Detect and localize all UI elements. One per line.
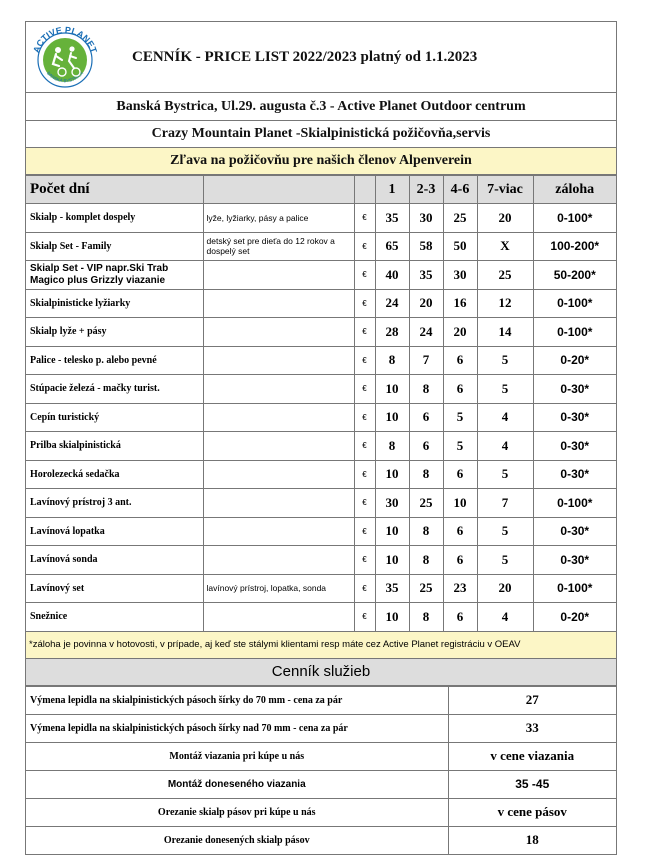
price-day-2-3: 25 [409,489,443,518]
service-label: Orezanie skialp pásov pri kúpe u nás [26,798,448,826]
service-label: Orezanie donesených skialp pásov [26,826,448,854]
item-note [203,375,354,404]
item-note [203,403,354,432]
item-note [203,318,354,347]
deposit-value: 0-30* [533,460,616,489]
price-day-2-3: 8 [409,603,443,632]
price-day-7-plus: X [477,232,533,261]
price-day-1: 10 [375,460,409,489]
item-name: Skialp lyže + pásy [26,318,203,347]
table-row [26,574,616,603]
item-name: Skialpinisticke lyžiarky [26,289,203,318]
deposit-value: 0-30* [533,375,616,404]
item-name: Skialp Set - VIP napr.Ski Trab Magico plus Grizzly viazanie [26,261,203,290]
currency-symbol: € [354,261,375,290]
price-day-1: 35 [375,204,409,233]
table-row [26,204,616,233]
table-row [26,603,616,632]
deposit-value: 0-100* [533,489,616,518]
service-row [26,714,616,742]
shop-name-row: Crazy Mountain Planet -Skialpinistická požičovňa,servis [26,121,616,148]
price-day-4-6: 6 [443,546,477,575]
page-title: CENNÍK - PRICE LIST 2022/2023 platný od 1.1.2023 [132,48,478,65]
service-row [26,686,616,714]
services-title: Cenník služieb [26,659,616,686]
service-price: 33 [448,714,616,742]
logo-text-bottom: BANSKÁ BYSTRICA [45,70,85,84]
price-day-1: 30 [375,489,409,518]
table-row [26,546,616,575]
price-day-2-3: 30 [409,204,443,233]
item-note [203,432,354,461]
price-day-2-3: 25 [409,574,443,603]
service-row [26,742,616,770]
currency-symbol: € [354,375,375,404]
table-row [26,432,616,461]
price-day-7-plus: 4 [477,603,533,632]
price-day-4-6: 5 [443,432,477,461]
service-label: Výmena lepidla na skialpinistických pásoch šírky do 70 mm - cena za pár [26,686,448,714]
price-day-4-6: 25 [443,204,477,233]
item-name: Skialp Set - Family [26,232,203,261]
table-row [26,460,616,489]
service-price: 35 -45 [448,770,616,798]
currency-symbol: € [354,318,375,347]
item-note [203,346,354,375]
price-day-4-6: 6 [443,375,477,404]
price-day-1: 35 [375,574,409,603]
item-note: lavínový prístroj, lopatka, sonda [203,574,354,603]
price-day-4-6: 23 [443,574,477,603]
price-day-4-6: 20 [443,318,477,347]
price-day-7-plus: 5 [477,346,533,375]
item-name: Prilba skialpinistická [26,432,203,461]
item-note [203,603,354,632]
price-day-2-3: 8 [409,460,443,489]
service-row [26,798,616,826]
deposit-value: 0-30* [533,432,616,461]
price-day-2-3: 7 [409,346,443,375]
price-day-1: 8 [375,432,409,461]
service-price: 18 [448,826,616,854]
table-row [26,261,616,290]
service-row [26,770,616,798]
currency-symbol: € [354,403,375,432]
header-day-7-plus: 7-viac [477,176,533,204]
deposit-value: 100-200* [533,232,616,261]
header-note-spacer [203,176,354,204]
price-day-2-3: 24 [409,318,443,347]
header-day-2-3: 2-3 [409,176,443,204]
currency-symbol: € [354,346,375,375]
deposit-value: 0-20* [533,346,616,375]
service-label: Montáž viazania pri kúpe u nás [26,742,448,770]
item-note [203,489,354,518]
table-row [26,289,616,318]
item-name: Snežnice [26,603,203,632]
item-note [203,460,354,489]
price-day-2-3: 6 [409,403,443,432]
deposit-footnote: *záloha je povinna v hotovosti, v prípade, aj keď ste stálymi klientami resp máte cez Active Planet registráciu v OEAV [26,632,616,659]
price-day-7-plus: 25 [477,261,533,290]
price-day-4-6: 50 [443,232,477,261]
deposit-value: 50-200* [533,261,616,290]
price-day-7-plus: 12 [477,289,533,318]
deposit-value: 0-100* [533,204,616,233]
header-currency-spacer [354,176,375,204]
price-day-2-3: 58 [409,232,443,261]
currency-symbol: € [354,432,375,461]
price-day-4-6: 10 [443,489,477,518]
price-day-2-3: 8 [409,517,443,546]
item-name: Lavínový set [26,574,203,603]
table-row [26,489,616,518]
service-row [26,826,616,854]
price-day-7-plus: 20 [477,574,533,603]
item-name: Lavínový prístroj 3 ant. [26,489,203,518]
price-day-7-plus: 7 [477,489,533,518]
price-day-7-plus: 5 [477,460,533,489]
price-day-1: 40 [375,261,409,290]
item-name: Horolezecká sedačka [26,460,203,489]
item-note [203,261,354,290]
service-label: Montáž doneseného viazania [26,770,448,798]
table-row [26,318,616,347]
currency-symbol: € [354,517,375,546]
currency-symbol: € [354,289,375,318]
item-name: Palice - telesko p. alebo pevné [26,346,203,375]
price-day-2-3: 20 [409,289,443,318]
price-day-4-6: 16 [443,289,477,318]
price-day-7-plus: 5 [477,517,533,546]
deposit-value: 0-100* [533,318,616,347]
item-note [203,517,354,546]
currency-symbol: € [354,546,375,575]
currency-symbol: € [354,204,375,233]
service-price: v cene viazania [448,742,616,770]
price-day-4-6: 30 [443,261,477,290]
deposit-value: 0-30* [533,403,616,432]
item-name: Lavínová lopatka [26,517,203,546]
price-list-sheet [25,21,617,855]
price-day-4-6: 5 [443,403,477,432]
item-name: Cepín turistický [26,403,203,432]
price-day-7-plus: 4 [477,403,533,432]
price-day-1: 10 [375,546,409,575]
services-table [26,686,616,855]
price-day-1: 24 [375,289,409,318]
deposit-value: 0-100* [533,574,616,603]
header-day-4-6: 4-6 [443,176,477,204]
price-day-7-plus: 4 [477,432,533,461]
price-day-7-plus: 5 [477,375,533,404]
table-row [26,403,616,432]
item-name: Stúpacie železá - mačky turist. [26,375,203,404]
header-days: Počet dní [26,176,203,204]
price-day-7-plus: 20 [477,204,533,233]
header-row [26,22,616,93]
price-day-2-3: 35 [409,261,443,290]
price-day-7-plus: 5 [477,546,533,575]
table-header-row [26,176,616,204]
currency-symbol: € [354,460,375,489]
table-row [26,346,616,375]
header-deposit: záloha [533,176,616,204]
header-day-1: 1 [375,176,409,204]
price-day-4-6: 6 [443,460,477,489]
deposit-value: 0-30* [533,517,616,546]
price-day-7-plus: 14 [477,318,533,347]
price-day-4-6: 6 [443,517,477,546]
table-row [26,375,616,404]
active-planet-logo [26,22,104,92]
discount-row: Zľava na požičovňu pre našich členov Alpenverein [26,148,616,175]
price-day-2-3: 8 [409,546,443,575]
price-day-1: 65 [375,232,409,261]
item-note: lyže, lyžiarky, pásy a palice [203,204,354,233]
currency-symbol: € [354,574,375,603]
price-day-1: 10 [375,375,409,404]
price-day-1: 10 [375,603,409,632]
table-row [26,517,616,546]
price-day-2-3: 8 [409,375,443,404]
price-day-4-6: 6 [443,603,477,632]
price-day-1: 10 [375,517,409,546]
price-day-1: 28 [375,318,409,347]
service-label: Výmena lepidla na skialpinistických pásoch šírky nad 70 mm - cena za pár [26,714,448,742]
deposit-value: 0-20* [533,603,616,632]
service-price: v cene pásov [448,798,616,826]
item-name: Skialp - komplet dospely [26,204,203,233]
item-note [203,546,354,575]
price-day-2-3: 6 [409,432,443,461]
price-day-4-6: 6 [443,346,477,375]
deposit-value: 0-30* [533,546,616,575]
item-note [203,289,354,318]
price-day-1: 10 [375,403,409,432]
service-price: 27 [448,686,616,714]
currency-symbol: € [354,232,375,261]
deposit-value: 0-100* [533,289,616,318]
currency-symbol: € [354,603,375,632]
item-note: detský set pre dieťa do 12 rokov a dospelý set [203,232,354,261]
address-row: Banská Bystrica, Ul.29. augusta č.3 - Active Planet Outdoor centrum [26,93,616,121]
price-day-1: 8 [375,346,409,375]
table-row [26,232,616,261]
logo-text-top: ACTIVE PLANET [31,24,99,55]
rental-price-table [26,175,616,632]
item-name: Lavínová sonda [26,546,203,575]
currency-symbol: € [354,489,375,518]
